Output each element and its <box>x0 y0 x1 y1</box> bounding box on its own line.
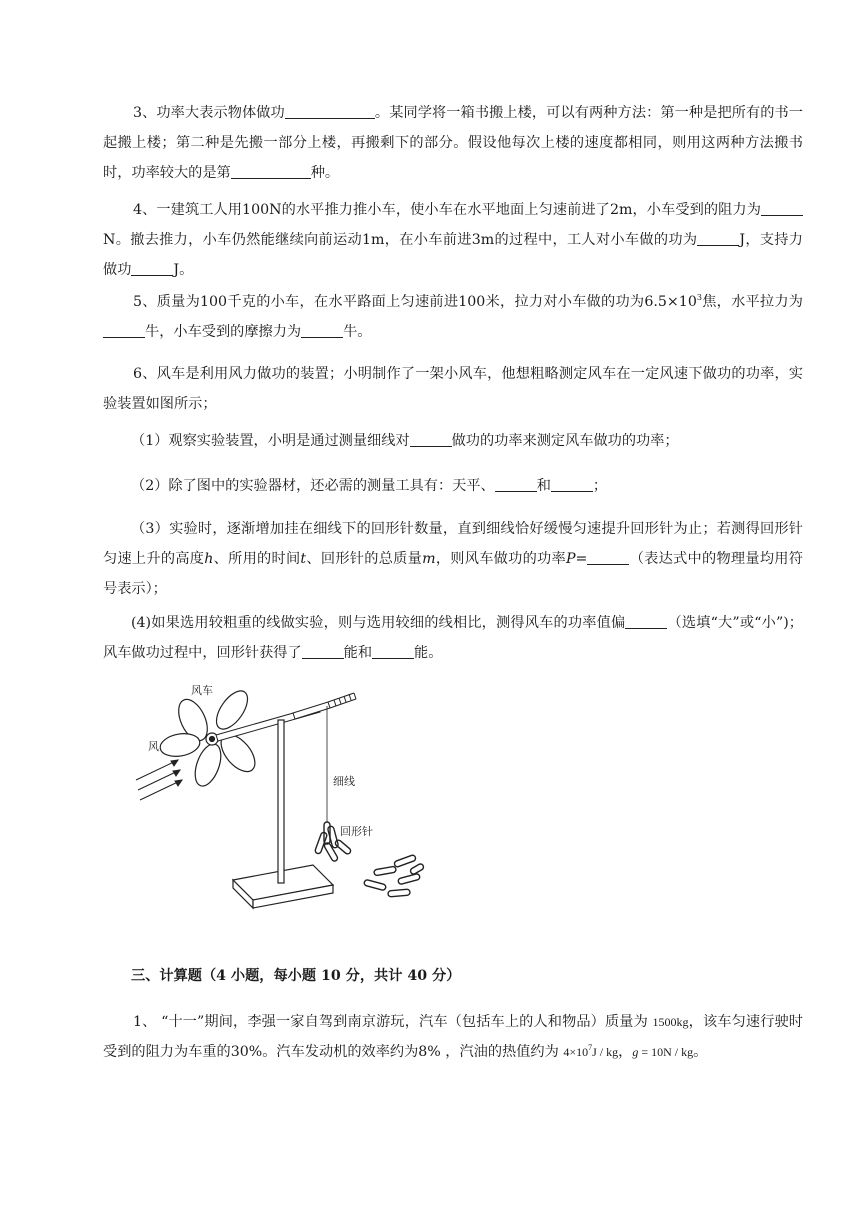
q5-exponent: 3 <box>696 293 702 302</box>
c1-q-exp: 7 <box>588 1043 593 1052</box>
question-6 <box>103 359 803 419</box>
q6-p4-blank-2[interactable] <box>302 644 344 659</box>
symbol-g: g <box>632 1045 639 1059</box>
symbol-P: P <box>565 551 576 567</box>
q4-text-2: N。撤去推力，小车仍然能继续向前运动1m，在小车前进3m的过程中，工人对小车做的功为 <box>103 232 698 248</box>
q5-blank-2[interactable] <box>301 323 343 338</box>
q6-p4-blank-3[interactable] <box>372 644 414 659</box>
q6-p1-blank[interactable] <box>410 432 452 447</box>
label-fan: 风车 <box>191 684 213 697</box>
loose-paperclips <box>364 854 425 897</box>
q6-p4-text-2: （选填“大”或“小”)；风车做功过程中，回形针获得了 <box>103 615 803 661</box>
q6-p3-text-2: 、所用的时间 <box>213 551 301 567</box>
c1-comma: ， <box>618 1044 633 1060</box>
symbol-h: h <box>204 551 214 567</box>
q3-text-1: 3、功率大表示物体做功 <box>133 105 285 121</box>
c1-text-2: ，该车匀速行驶时受到的阻力为车重的30%。汽车发动机的效率约为8% ，汽油的热值约为 <box>103 1014 803 1060</box>
q6-p2-text-1: （2）除了图中的实验器材，还必需的测量工具有：天平、 <box>131 478 495 494</box>
question-4 <box>103 195 803 285</box>
q6-p4-blank-1[interactable] <box>625 614 667 629</box>
q4-text-4: J。 <box>173 262 194 278</box>
q5-text-2: 焦，水平拉力为 <box>701 294 803 310</box>
q3-text-2: 。某同学将一箱书搬上楼，可以有两种方法：第一种是把所有的书一起搬上楼；第二种是先搬一部分上楼，再搬剩下的部分。假设他每次上楼的速度都相同，则用这两种方法搬书时，功率较大的是第 <box>103 105 803 181</box>
q5-text-4: 牛。 <box>343 324 372 340</box>
q6-p1-text-2: 做功的功率来测定风车做功的功率； <box>451 433 679 449</box>
label-string: 细线 <box>333 775 355 788</box>
c1-q-unit: J / kg <box>592 1045 619 1059</box>
q5-text-3: 牛，小车受到的摩擦力为 <box>145 324 302 340</box>
q4-blank-3[interactable] <box>131 261 173 276</box>
section-3-heading: 三、计算题（4 小题，每小题 10 分，共计 40 分） <box>131 968 461 984</box>
c1-q-base: 4×10 <box>563 1045 589 1059</box>
question-5 <box>103 287 803 347</box>
q6-p1-text-1: （1）观察实验装置，小明是通过测量细线对 <box>131 433 410 449</box>
q5-text-1: 5、质量为100千克的小车，在水平路面上匀速前进100米，拉力对小车做的功为6.5×10 <box>133 294 697 310</box>
q3-blank-1[interactable] <box>285 104 375 119</box>
c1-mass: 1500kg <box>652 1015 689 1029</box>
q6-p2-blank-2[interactable] <box>551 477 593 492</box>
q5-blank-1[interactable] <box>103 323 145 338</box>
question-3 <box>103 98 803 188</box>
q4-text-3: J，支持力做功 <box>103 232 803 278</box>
q6-p4-text-4: 能。 <box>414 645 443 661</box>
q3-blank-2[interactable] <box>231 164 311 179</box>
symbol-m: m <box>422 551 436 567</box>
windmill-experiment-figure <box>128 680 428 920</box>
q3-text-3: 种。 <box>310 165 340 181</box>
q6-p4-text-1: (4)如果选用较粗重的线做实验，则与选用较细的线相比，测得风车的功率值偏 <box>131 615 626 631</box>
c1-gravity <box>632 1045 693 1059</box>
q6-p3-text-5: （表达式中的物理量均用符号表示）； <box>103 551 803 597</box>
q6-p2-text-2: 和 <box>536 478 551 494</box>
c1-text-1: 1、 “十一”期间，李强一家自驾到南京游玩，汽车（包括车上的人和物品）质量为 <box>133 1014 648 1030</box>
q6-p4-text-3: 能和 <box>343 645 373 661</box>
q6-p3-text-4: ，则风车做功的功率 <box>435 551 566 567</box>
c1-g-value: = 10N / kg <box>638 1045 694 1059</box>
q4-blank-2[interactable] <box>697 231 739 246</box>
windmill-fan <box>158 686 261 790</box>
label-wind: 风 <box>148 740 159 753</box>
q6-p3-text-1: （3）实验时，逐渐增加挂在细线下的回形针数量，直到细线恰好缓慢匀速提升回形针为止；若测得回形针匀速上升的高度 <box>103 521 803 567</box>
q6-p3-blank[interactable] <box>587 550 629 565</box>
q6-part-1 <box>103 426 803 456</box>
q6-part-3 <box>103 514 803 604</box>
q6-part-2 <box>103 471 803 501</box>
c1-heat-value <box>563 1045 618 1059</box>
q6-text: 6、风车是利用风力做功的装置；小明制作了一架小风车，他想粗略测定风车在一定风速下做功的功率，实验装置如图所示； <box>103 366 803 412</box>
equals-sign: = <box>575 551 588 567</box>
symbol-t: t <box>300 551 307 567</box>
c1-period: 。 <box>693 1044 708 1060</box>
q4-text-1: 4、一建筑工人用100N的水平推力推小车，使小车在水平地面上匀速前进了2m，小车受到的阻力为 <box>133 202 761 218</box>
wind-arrows <box>136 760 182 800</box>
label-paperclips: 回形针 <box>340 825 373 838</box>
q6-p2-text-3: ； <box>592 478 608 494</box>
q6-part-4 <box>103 608 803 668</box>
q4-blank-1[interactable] <box>761 201 803 216</box>
calc-question-1 <box>103 1007 803 1067</box>
q6-p2-blank-1[interactable] <box>495 477 537 492</box>
q6-p3-text-3: 、回形针的总质量 <box>306 551 423 567</box>
